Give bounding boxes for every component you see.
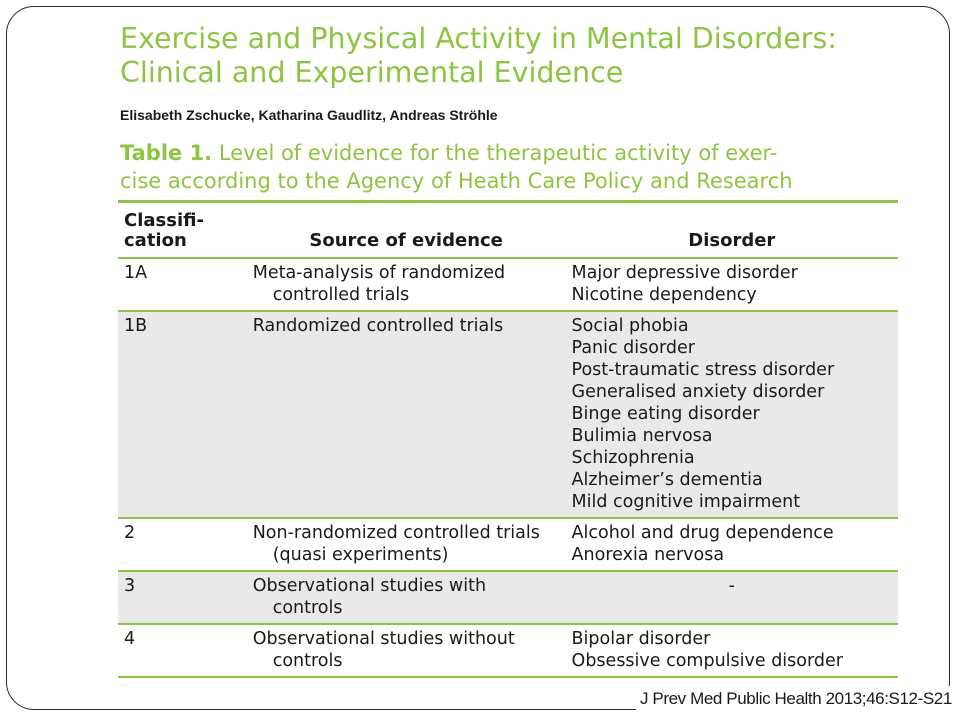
header-source: Source of evidence bbox=[309, 230, 503, 251]
source-text: Meta-analysis of randomized controlled trials bbox=[252, 263, 506, 305]
disorder-item: Anorexia nervosa bbox=[571, 545, 725, 565]
row-disorders bbox=[566, 624, 898, 677]
evidence-table bbox=[118, 200, 898, 678]
row-disorders bbox=[566, 258, 898, 311]
source-text: Non-randomized controlled trials (quasi experiments) bbox=[252, 523, 540, 565]
disorder-item: Alcohol and drug dependence bbox=[571, 523, 834, 543]
source-text: Observational studies with controls bbox=[252, 576, 487, 618]
caption-line-2: cise according to the Agency of Heath Care Policy and Research bbox=[120, 169, 793, 193]
disorder-item: Post-traumatic stress disorder bbox=[571, 360, 835, 380]
table-header-row bbox=[118, 202, 898, 259]
title-line-1: Exercise and Physical Activity in Mental Disorders: bbox=[120, 22, 837, 55]
disorder-item: Major depressive disorder bbox=[571, 263, 798, 283]
disorder-item: Mild cognitive impairment bbox=[571, 492, 801, 512]
row-disorders bbox=[566, 571, 898, 624]
table-row bbox=[118, 258, 898, 311]
disorder-item: Bipolar disorder bbox=[571, 629, 711, 649]
row-source bbox=[247, 311, 566, 518]
header-classification-line-1: Classifi- bbox=[124, 210, 204, 231]
disorder-item: Panic disorder bbox=[571, 338, 695, 358]
row-classification: 1A bbox=[124, 263, 148, 283]
disorder-item: Social phobia bbox=[571, 316, 689, 336]
title-line-2: Clinical and Experimental Evidence bbox=[120, 56, 624, 89]
row-classification: 2 bbox=[124, 523, 136, 543]
disorder-item: Bulimia nervosa bbox=[571, 426, 713, 446]
author-list: Elisabeth Zschucke, Katharina Gaudlitz, Andreas Ströhle bbox=[120, 107, 498, 123]
table-caption bbox=[120, 139, 910, 195]
disorder-item: Obsessive compulsive disorder bbox=[571, 651, 843, 671]
row-source bbox=[247, 571, 566, 624]
row-classification: 3 bbox=[124, 576, 136, 596]
row-classification: 1B bbox=[124, 316, 148, 336]
header-disorder: Disorder bbox=[688, 230, 776, 251]
table-row bbox=[118, 624, 898, 677]
row-source bbox=[247, 624, 566, 677]
row-disorders bbox=[566, 311, 898, 518]
row-source bbox=[247, 518, 566, 571]
document-title bbox=[120, 22, 920, 90]
disorder-item: Alzheimer’s dementia bbox=[571, 470, 763, 490]
disorder-item: Nicotine dependency bbox=[571, 285, 757, 305]
row-classification: 4 bbox=[124, 629, 136, 649]
source-text: Randomized controlled trials bbox=[252, 316, 504, 336]
caption-text-1: Level of evidence for the therapeutic activity of exer- bbox=[212, 141, 778, 165]
header-classification bbox=[118, 202, 247, 259]
header-classification-line-2: cation bbox=[124, 230, 187, 251]
table-row bbox=[118, 518, 898, 571]
table-row bbox=[118, 311, 898, 518]
citation: J Prev Med Public Health 2013;46:S12-S21 bbox=[636, 686, 952, 712]
source-text: Observational studies without controls bbox=[252, 629, 515, 671]
disorder-item: Generalised anxiety disorder bbox=[571, 382, 825, 402]
disorder-item: Binge eating disorder bbox=[571, 404, 760, 424]
caption-line-1 bbox=[120, 139, 910, 167]
table-row bbox=[118, 571, 898, 624]
caption-label: Table 1. bbox=[120, 141, 213, 165]
row-disorders bbox=[566, 518, 898, 571]
row-source bbox=[247, 258, 566, 311]
disorder-item: - bbox=[728, 576, 735, 596]
disorder-item: Schizophrenia bbox=[571, 448, 695, 468]
